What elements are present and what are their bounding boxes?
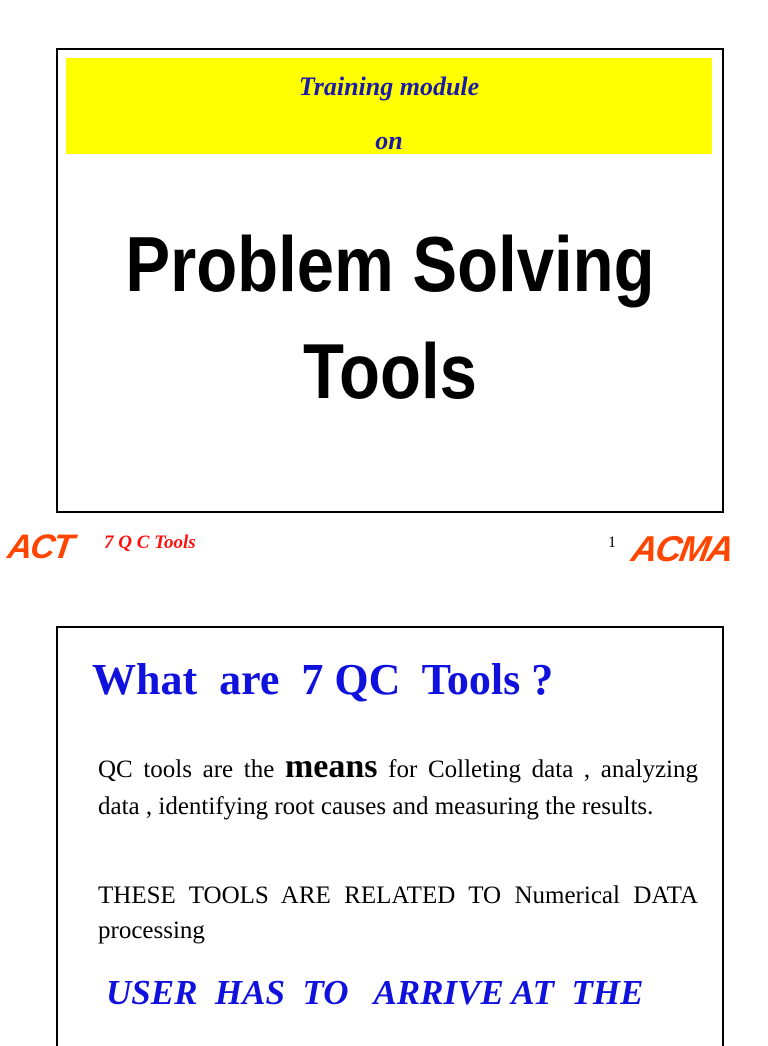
- acma-logo: ACMA: [628, 528, 736, 569]
- main-title-line-1: Problem Solving: [125, 220, 655, 308]
- slide-1: [56, 48, 724, 513]
- paragraph-qc-means: [98, 748, 698, 825]
- means-emphasis: means: [284, 748, 378, 785]
- slide-2-title: What are 7 QC Tools ?: [92, 655, 554, 704]
- main-title-line-2: Tools: [303, 327, 477, 415]
- slide-2: [56, 626, 724, 1046]
- banner-line-2: on: [375, 126, 403, 155]
- user-emphasis-line: USER HAS TO ARRIVE AT THE: [106, 973, 644, 1012]
- para1-text-before: QC tools are the: [98, 756, 285, 783]
- banner-line-1: Training module: [298, 72, 480, 101]
- page-number: 1: [608, 534, 616, 551]
- paragraph-related-to: THESE TOOLS ARE RELATED TO Numerical DATA processing: [98, 882, 698, 944]
- footer-title: 7 Q C Tools: [104, 532, 196, 553]
- title-banner: [66, 58, 712, 154]
- para1-text-after: for Colleting data , analyzing data , identifying root causes and measuring the results.: [98, 756, 698, 820]
- slide-footer: [0, 522, 768, 572]
- act-logo: ACT: [5, 528, 75, 566]
